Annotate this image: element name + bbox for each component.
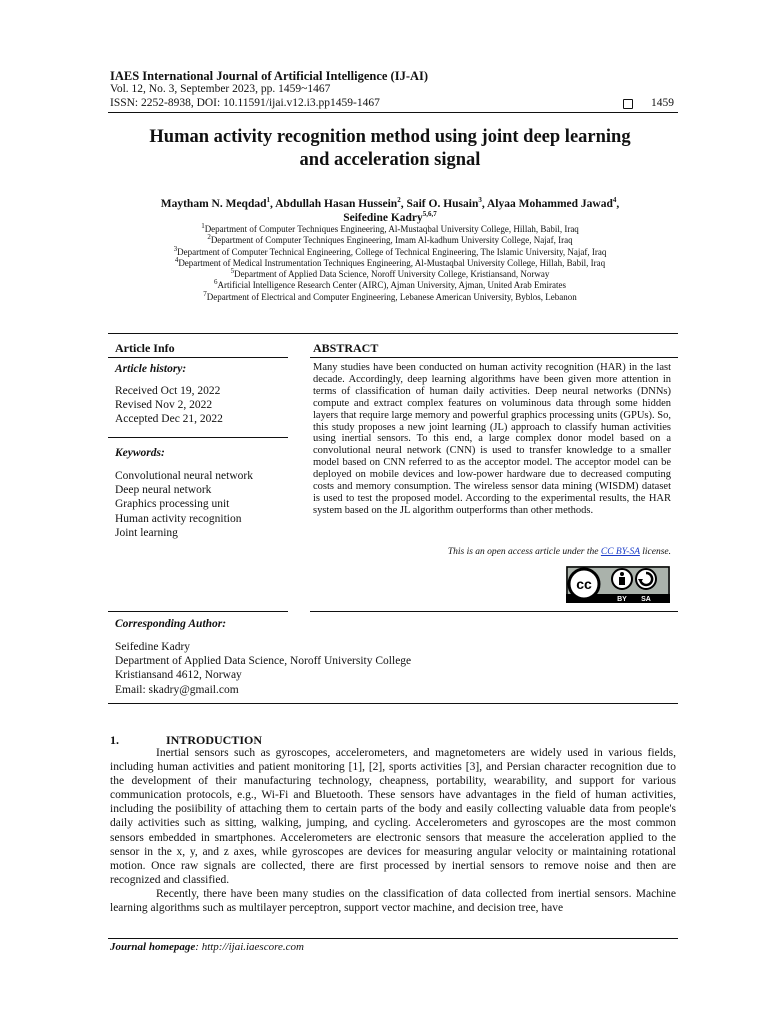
author-affil-mark: 4 <box>612 196 617 205</box>
title-line: and acceleration signal <box>299 150 481 170</box>
journal-name: IAES International Journal of Artificial Intelligence (IJ-AI) <box>110 69 429 83</box>
keyword-list <box>115 469 253 540</box>
keyword: Joint learning <box>115 526 178 539</box>
corresponding-dept: Department of Applied Data Science, Noroff University College <box>115 655 412 668</box>
abstract-bottom-rule <box>310 611 678 612</box>
page-box-icon <box>623 99 633 109</box>
affil-text: Department of Computer Techniques Engineering, Imam Al-kadhum University College, Najaf, Iraq <box>210 235 573 246</box>
abstract-heading: ABSTRACT <box>313 341 379 355</box>
header-rule <box>108 112 678 113</box>
affiliation <box>60 235 720 246</box>
author-name: Maytham N. Meqdad <box>160 198 267 210</box>
paragraph-text: Inertial sensors such as gyroscopes, accelerometers, and magnetometers are widely used in various fields, including human activities and patient monitoring [1], [2], sports activities [3], and Persian character recognition due to the development of their manufacturing technology, cheapness, portability, wearability, and support for various communication protocols, e.g., Wi-Fi and Bluetooth. These sensors have advantages in the field of human activities, including the posiibility of attaching them to certain parts of the body and easily collecting valuable data from people's daily activities such as sitting, walking, jumping, and cycling. Accelerometers and gyroscopes are the most common sensors embedded in smartphones. Accelerometers are electronic sensors that measure the acceleration applied to the sensor in the x, y, and z axes, while gyroscopes are devices for measuring angular velocity or maintaining rotational motion. Once raw signals are collected, there are first processed by inertial sensors to remove noise and then are recognized and classified. <box>110 747 676 886</box>
intro-paragraph <box>110 887 676 915</box>
cc-by-sa-badge-icon[interactable] <box>566 566 670 603</box>
affiliation <box>60 289 720 303</box>
author-separator: , <box>481 198 487 210</box>
info-bottom-rule <box>108 611 288 612</box>
affil-mark: 7 <box>203 289 207 298</box>
license-link[interactable]: CC BY-SA <box>600 547 640 557</box>
author-affil-mark: 3 <box>478 196 482 205</box>
license-prefix: This is an open access article under the <box>447 547 601 557</box>
affil-text: Department of Applied Data Science, Noroff University College, Kristiansand, Norway <box>234 269 550 280</box>
history-item: Revised Nov 2, 2022 <box>115 399 213 412</box>
corresponding-name: Seifedine Kadry <box>115 641 191 653</box>
license-statement <box>313 547 671 557</box>
author-list <box>60 197 720 225</box>
volume-info: Vol. 12, No. 3, September 2023, pp. 1459~1467 <box>110 83 331 95</box>
abstract-text: Many studies have been conducted on human activity recognition (HAR) in the last decade. Accordingly, deep learning algorithms have been given more attention in terms of classification of human daily activities. Deep neural networks (DNNs) compute and extract complex features on voluminous data through some hidden layers that require large memory and powerful graphics processing units (GPUs). So, this study proposes a new joint learning (JL) approach to classify human activities using inertial sensors. To this end, a large complex donor model based on a convolutional neural network (CNN) is used to transfer knowledge to a smaller model based on CNN referred to as the acceptor model. The acceptor model can be deployed on mobile devices and low-power hardware due to decreased computing costs and memory consumption. The wireless sensor data mining (WISDM) dataset is used to test the proposed model. According to the experimental results, the HAR system based on the JL algorithm outperforms than other methods. <box>313 362 671 516</box>
author-separator: , <box>616 198 620 210</box>
affil-text: Department of Electrical and Computer Engineering, Lebanese American University, Byblos, Lebanon <box>206 291 577 302</box>
author-line <box>60 197 720 211</box>
affiliation <box>60 244 720 258</box>
affil-mark: 1 <box>201 222 205 230</box>
by-label: BY <box>617 596 627 603</box>
license-suffix: license. <box>639 547 671 557</box>
author-line <box>60 211 720 225</box>
history-item: Accepted Dec 21, 2022 <box>115 413 223 426</box>
issn-doi: ISSN: 2252-8938, DOI: 10.11591/ijai.v12.i3.pp1459-1467 <box>110 97 380 109</box>
abstract-rule <box>310 357 678 358</box>
section-title: INTRODUCTION <box>166 733 263 747</box>
journal-homepage <box>110 941 304 953</box>
keywords-heading: Keywords: <box>115 447 165 459</box>
affiliation-list <box>60 224 720 303</box>
cc-mark: cc <box>576 576 592 592</box>
homepage-separator: : <box>195 941 202 953</box>
article-history-list <box>115 384 223 427</box>
author-affil-mark: 5,6,7 <box>422 210 437 219</box>
article-history-heading: Article history: <box>115 363 187 375</box>
homepage-url[interactable]: http://ijai.iaescore.com <box>201 941 304 953</box>
corresponding-email[interactable]: Email: skadry@gmail.com <box>115 683 239 696</box>
keyword: Graphics processing unit <box>115 498 230 511</box>
affil-text: Department of Medical Instrumentation Techniques Engineering, Al-Mustaqbal University College, Hillah, Babil, Iraq <box>178 257 606 268</box>
affil-text: Department of Computer Technical Engineering, College of Technical Engineering, The Islamic University, Najaf, Iraq <box>177 246 607 257</box>
affil-mark: 3 <box>173 244 178 253</box>
author-name: Seifedine Kadry <box>343 212 423 224</box>
author-name: Alyaa Mohammed Jawad <box>487 198 613 210</box>
footer-rule <box>108 938 678 939</box>
info-top-rule <box>108 333 678 334</box>
keyword: Convolutional neural network <box>115 470 253 482</box>
section-number: 1. <box>110 733 119 747</box>
info-box-bottom-rule <box>108 703 678 704</box>
sa-label: SA <box>641 596 651 603</box>
affiliation <box>60 269 720 280</box>
corresponding-details <box>115 640 411 697</box>
article-info-heading: Article Info <box>115 341 175 355</box>
affil-mark: 6 <box>213 278 218 287</box>
author-affil-mark: 1 <box>266 196 270 205</box>
info-left-rule <box>108 357 288 358</box>
keyword: Human activity recognition <box>115 512 242 525</box>
affil-text: Artificial Intelligence Research Center (AIRC), Ajman University, Ajman, United Arab Emirates <box>217 280 567 291</box>
affil-mark: 4 <box>174 255 179 264</box>
author-name: Saif O. Husain <box>406 198 479 210</box>
affil-mark: 5 <box>230 267 235 276</box>
keyword: Deep neural network <box>115 484 212 497</box>
homepage-label: Journal homepage <box>110 941 196 953</box>
intro-paragraph <box>110 746 676 887</box>
affiliation <box>60 255 720 269</box>
paper-title <box>60 126 720 172</box>
affil-text: Department of Computer Techniques Engineering, Al-Mustaqbal University College, Hillah, Babil, Iraq <box>204 224 579 234</box>
paragraph-text: Recently, there have been many studies on the classification of data collected from inertial sensors. Machine learning algorithms such as multilayer perceptron, support vector machine, and decision tree, have <box>110 888 676 915</box>
history-divider <box>108 437 288 438</box>
affiliation <box>60 224 720 235</box>
title-line: Human activity recognition method using joint deep learning <box>149 127 631 147</box>
affiliation <box>60 280 720 291</box>
author-affil-mark: 2 <box>397 196 401 205</box>
history-item: Received Oct 19, 2022 <box>115 385 221 397</box>
corresponding-heading: Corresponding Author: <box>115 618 227 630</box>
page-number: 1459 <box>651 97 674 109</box>
author-separator: , <box>400 198 407 210</box>
author-separator: , <box>270 198 276 210</box>
affil-mark: 2 <box>207 233 211 242</box>
corresponding-address: Kristiansand 4612, Norway <box>115 669 242 682</box>
author-name: Abdullah Hasan Hussein <box>275 198 398 210</box>
